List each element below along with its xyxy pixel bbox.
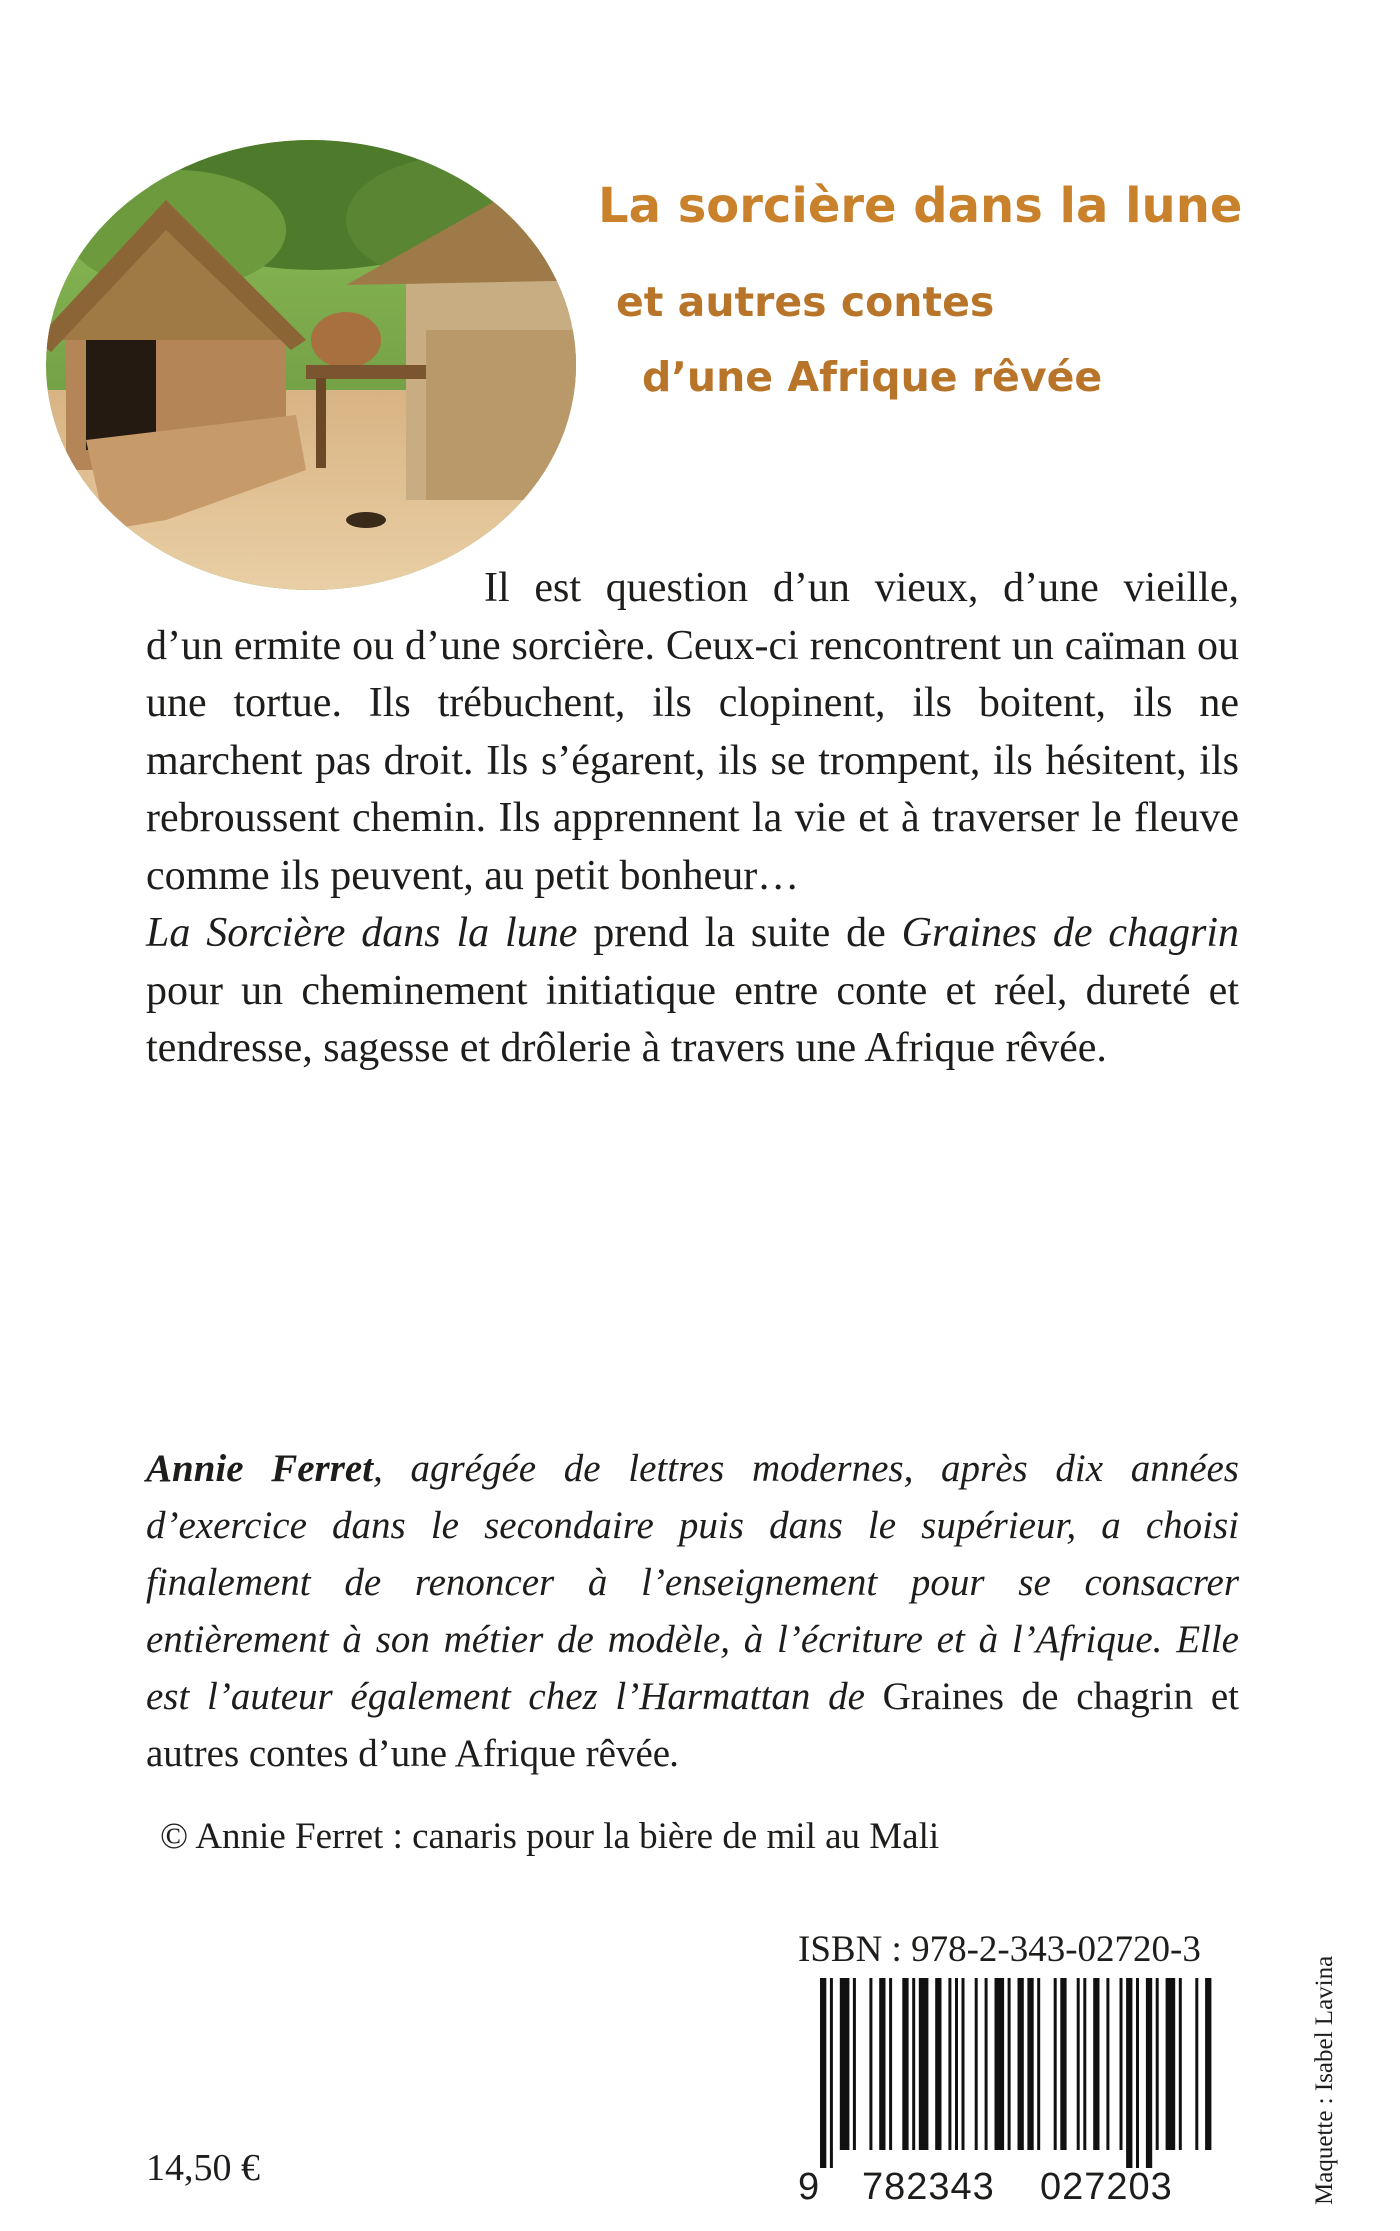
blurb-previous-book: Graines de chagrin <box>901 910 1239 956</box>
isbn: ISBN : 978-2-343-02720-3 <box>798 1929 1201 1970</box>
maquette-credit: Maquette : Isabel Lavina <box>1311 1955 1338 2205</box>
author-bio-end: . <box>670 1732 680 1775</box>
barcode-bar <box>995 1978 1005 2150</box>
blurb-book-title: La Sorcière dans la lune <box>146 910 578 956</box>
barcode-bar <box>1054 1978 1057 2150</box>
barcode-bar <box>1205 1978 1211 2150</box>
barcode-bar <box>1083 1978 1086 2150</box>
barcode-bar <box>1093 1978 1099 2150</box>
book-subtitle-line-2: d’une Afrique rêvée <box>642 353 1103 401</box>
barcode-bar <box>1146 1978 1152 2168</box>
barcode-bar <box>820 1978 826 2168</box>
book-title: La sorcière dans la lune <box>598 178 1243 234</box>
blurb <box>146 560 1239 1078</box>
barcode-bar <box>1126 1978 1132 2168</box>
barcode-bar <box>1179 1978 1182 2150</box>
barcode-bars <box>820 1978 1215 2168</box>
barcode-bar <box>1106 1978 1109 2150</box>
barcode-bar <box>1195 1978 1198 2150</box>
barcode-bar <box>1060 1978 1066 2150</box>
barcode-bar <box>1008 1978 1011 2150</box>
barcode-left-group: 782343 <box>862 2166 995 2208</box>
barcode-bar <box>912 1978 915 2150</box>
cover-photo <box>46 140 576 590</box>
barcode-bar <box>1027 1978 1033 2150</box>
barcode <box>798 1978 1215 2218</box>
barcode-bar <box>935 1978 941 2150</box>
blurb-paragraph-1: Il est question d’un vieux, d’une vieille, d’un ermite ou d’une sorcière. Ceux-ci rencontrent un caïman ou une tortue. Ils trébuchent, ils clopinent, ils boitent, ils ne marchent pas droit. Ils s’égarent, ils se trompent, ils hésitent, ils rebroussent chemin. Ils apprennent la vie et à traverser le fleuve comme ils peuvent, au petit bonheur… <box>146 565 1239 899</box>
blurb-text-mid: prend la suite de <box>577 910 902 956</box>
barcode-first-digit: 9 <box>798 2166 821 2208</box>
price: 14,50 € <box>146 2147 260 2189</box>
barcode-right-group: 027203 <box>1040 2166 1173 2208</box>
barcode-bar <box>889 1978 892 2150</box>
author-name: Annie Ferret <box>146 1447 374 1490</box>
barcode-bar <box>869 1978 872 2150</box>
barcode-bar <box>1037 1978 1040 2150</box>
barcode-bar <box>962 1978 965 2150</box>
barcode-bar <box>1166 1978 1176 2150</box>
barcode-bar <box>1018 1978 1024 2150</box>
blurb-text-end: pour un cheminement initiatique entre conte et réel, dureté et tendresse, sagesse et drôlerie à travers une Afrique rêvée. <box>146 967 1239 1071</box>
author-other-work: Graines de chagrin et autres contes d’une Afrique rêvée <box>146 1675 1239 1775</box>
barcode-bar <box>1077 1978 1080 2150</box>
barcode-bar <box>985 1978 988 2150</box>
blurb-paragraph-2 <box>146 905 1239 1078</box>
barcode-bar <box>955 1978 958 2150</box>
barcode-bar <box>830 1978 833 2168</box>
barcode-bar <box>879 1978 885 2150</box>
village-huts-illustration <box>46 140 576 590</box>
barcode-bar <box>1120 1978 1123 2150</box>
barcode-bar <box>1156 1978 1159 2150</box>
barcode-bar <box>840 1978 850 2150</box>
barcode-bar <box>902 1978 908 2150</box>
barcode-bar <box>919 1978 929 2150</box>
author-bio <box>146 1440 1239 1782</box>
barcode-bar <box>853 1978 856 2150</box>
barcode-bar <box>948 1978 951 2150</box>
author-bio-text: , agrégée de lettres modernes, après dix années d’exercice dans le secondaire puis dans le supérieur, a choisi finalement de renoncer à l’enseignement pour se consacrer entièrement à son métier de modèle, à l’écriture et à l’Afrique. Elle est l’auteur également chez l’Harmattan de <box>146 1447 1239 1718</box>
barcode-bar <box>975 1978 978 2150</box>
barcode-bar <box>1136 1978 1139 2168</box>
book-subtitle-line-1: et autres contes <box>616 278 995 326</box>
photo-credit: © Annie Ferret : canaris pour la bière de mil au Mali <box>160 1816 940 1857</box>
